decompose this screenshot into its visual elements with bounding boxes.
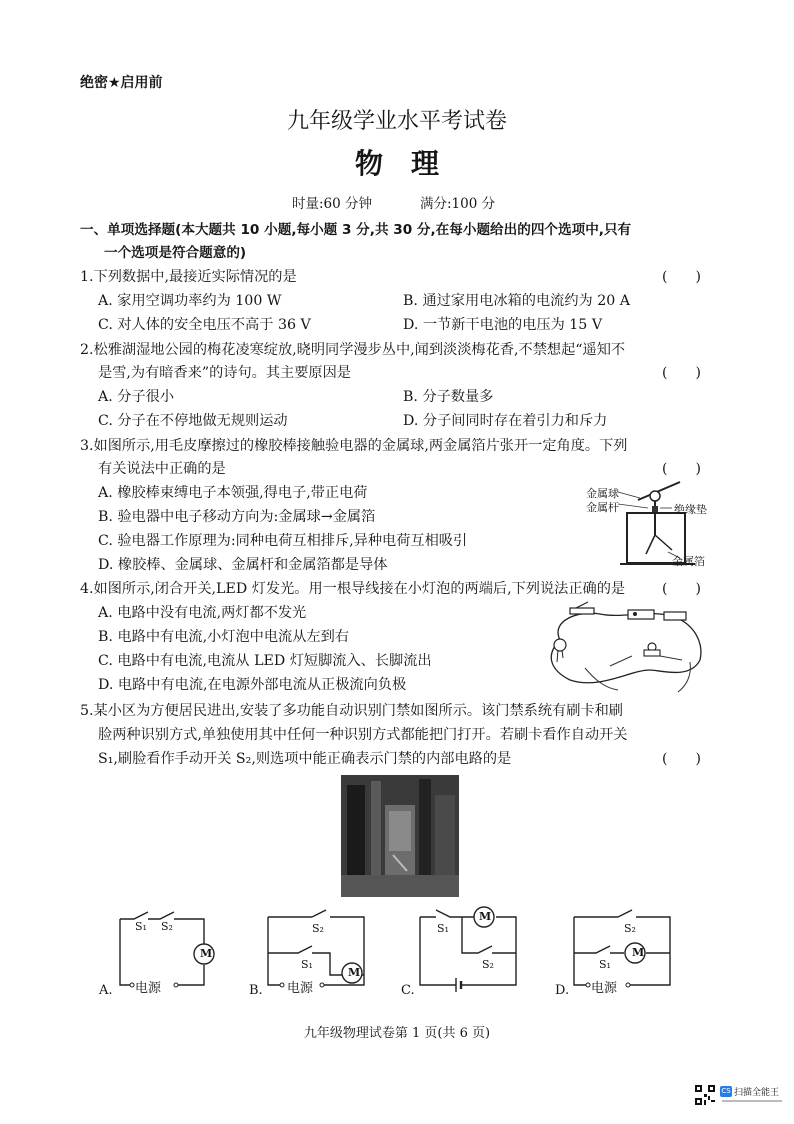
option-d: D. 橡胶棒、金属球、金属杆和金属箔都是导体 (98, 557, 388, 573)
scanner-logo-icon: CS (721, 1087, 731, 1095)
option-d-letter: D. (555, 983, 570, 998)
qr-code-icon (694, 1084, 716, 1106)
option-c-letter: C. (401, 983, 415, 998)
switch-s1-label: S₁ (599, 958, 611, 971)
metal-rod-label: 金属杆 (586, 501, 619, 514)
answer-blank[interactable]: ( ) (662, 269, 701, 285)
led-circuit-figure (540, 600, 710, 695)
switch-s2-label: S₂ (161, 920, 173, 933)
answer-blank[interactable]: ( ) (662, 461, 701, 477)
option-a-letter: A. (99, 983, 113, 998)
option-a: A. 电路中没有电流,两灯都不发光 (98, 605, 307, 621)
question-stem-cont: 是雪,为有暗香来”的诗句。其主要原因是 (98, 365, 351, 381)
section-heading-cont: 一个选项是符合题意的) (104, 245, 247, 261)
access-gate-photo (341, 775, 459, 897)
scanner-watermark (694, 1080, 786, 1110)
motor-label: M (632, 946, 645, 959)
full-score: 满分:100 分 (420, 196, 496, 212)
question-stem: 3.如图所示,用毛皮摩擦过的橡胶棒接触验电器的金属球,两金属箔片张开一定角度。下列 (80, 438, 628, 454)
switch-s1-label: S₁ (437, 922, 449, 935)
question-stem-cont: 脸两种识别方式,单独使用其中任何一种识别方式都能把门打开。若刷卡看作自动开关 (98, 727, 628, 743)
switch-s1-label: S₁ (301, 958, 313, 971)
option-a: A. 家用空调功率约为 100 W (98, 293, 282, 309)
metal-foil-label: 金属箔 (672, 555, 705, 568)
question-stem: 5.某小区为方便居民进出,安装了多功能自动识别门禁如图所示。该门禁系统有刷卡和刷 (80, 703, 623, 719)
electroscope-figure (580, 480, 710, 570)
motor-label: M (200, 947, 213, 960)
option-b: B. 验电器中电子移动方向为:金属球→金属箔 (98, 509, 376, 525)
answer-blank[interactable]: ( ) (662, 751, 701, 767)
option-b: B. 分子数量多 (403, 389, 494, 405)
option-a: A. 分子很小 (98, 389, 175, 405)
metal-ball-label: 金属球 (586, 487, 619, 500)
power-label: 电源 (135, 981, 162, 996)
switch-s2-label: S₂ (312, 922, 324, 935)
option-c: C. 分子在不停地做无规则运动 (98, 413, 288, 429)
option-b-letter: B. (249, 983, 263, 998)
circuit-c (420, 907, 516, 992)
question-stem: 2.松雅湖湿地公园的梅花凌寒绽放,晓明同学漫步丛中,闻到淡淡梅花香,不禁想起“遥知不 (80, 342, 626, 358)
answer-blank[interactable]: ( ) (662, 365, 701, 381)
circuit-d (574, 910, 670, 987)
power-label: 电源 (287, 981, 314, 996)
question-stem-cont: 有关说法中正确的是 (98, 461, 226, 477)
question-stem: 4.如图所示,闭合开关,LED 灯发光。用一根导线接在小灯泡的两端后,下列说法正确的是 (80, 581, 626, 597)
subject-title: 物 理 (354, 147, 439, 180)
option-d: D. 电路中有电流,在电源外部电流从正极流向负极 (98, 677, 407, 693)
option-c: C. 电路中有电流,电流从 LED 灯短脚流入、长脚流出 (98, 653, 432, 669)
switch-s1-label: S₁ (135, 920, 147, 933)
switch-s2-label: S₂ (624, 922, 636, 935)
exam-title: 九年级学业水平考试卷 (286, 109, 507, 134)
option-a: A. 橡胶棒束缚电子本领强,得电子,带正电荷 (98, 485, 368, 501)
switch-s2-label: S₂ (482, 958, 494, 971)
question-stem-cont: S₁,刷脸看作手动开关 S₂,则选项中能正确表示门禁的内部电路的是 (98, 751, 512, 767)
option-b: B. 通过家用电冰箱的电流约为 20 A (403, 293, 631, 309)
motor-label: M (479, 910, 492, 923)
motor-label: M (348, 966, 361, 979)
option-d: D. 分子间同时存在着引力和斥力 (403, 413, 608, 429)
secret-label: 绝密★启用前 (80, 75, 163, 91)
option-d: D. 一节新干电池的电压为 15 V (403, 317, 603, 333)
power-label: 电源 (591, 981, 618, 996)
option-c: C. 验电器工作原理为:同种电荷互相排斥,异种电荷互相吸引 (98, 533, 468, 549)
option-b: B. 电路中有电流,小灯泡中电流从左到右 (98, 629, 349, 645)
option-c: C. 对人体的安全电压不高于 36 V (98, 317, 311, 333)
question-stem: 1.下列数据中,最接近实际情况的是 (80, 269, 297, 285)
answer-blank[interactable]: ( ) (662, 581, 701, 597)
scanner-brand-label: 扫描全能王 (734, 1088, 780, 1098)
page-footer: 九年级物理试卷第 1 页(共 6 页) (303, 1026, 491, 1041)
time-limit: 时量:60 分钟 (292, 196, 373, 212)
insulating-pad-label: 绝缘垫 (674, 503, 707, 516)
section-heading: 一、单项选择题(本大题共 10 小题,每小题 3 分,共 30 分,在每小题给出的四个选项中,只有 (80, 222, 632, 238)
